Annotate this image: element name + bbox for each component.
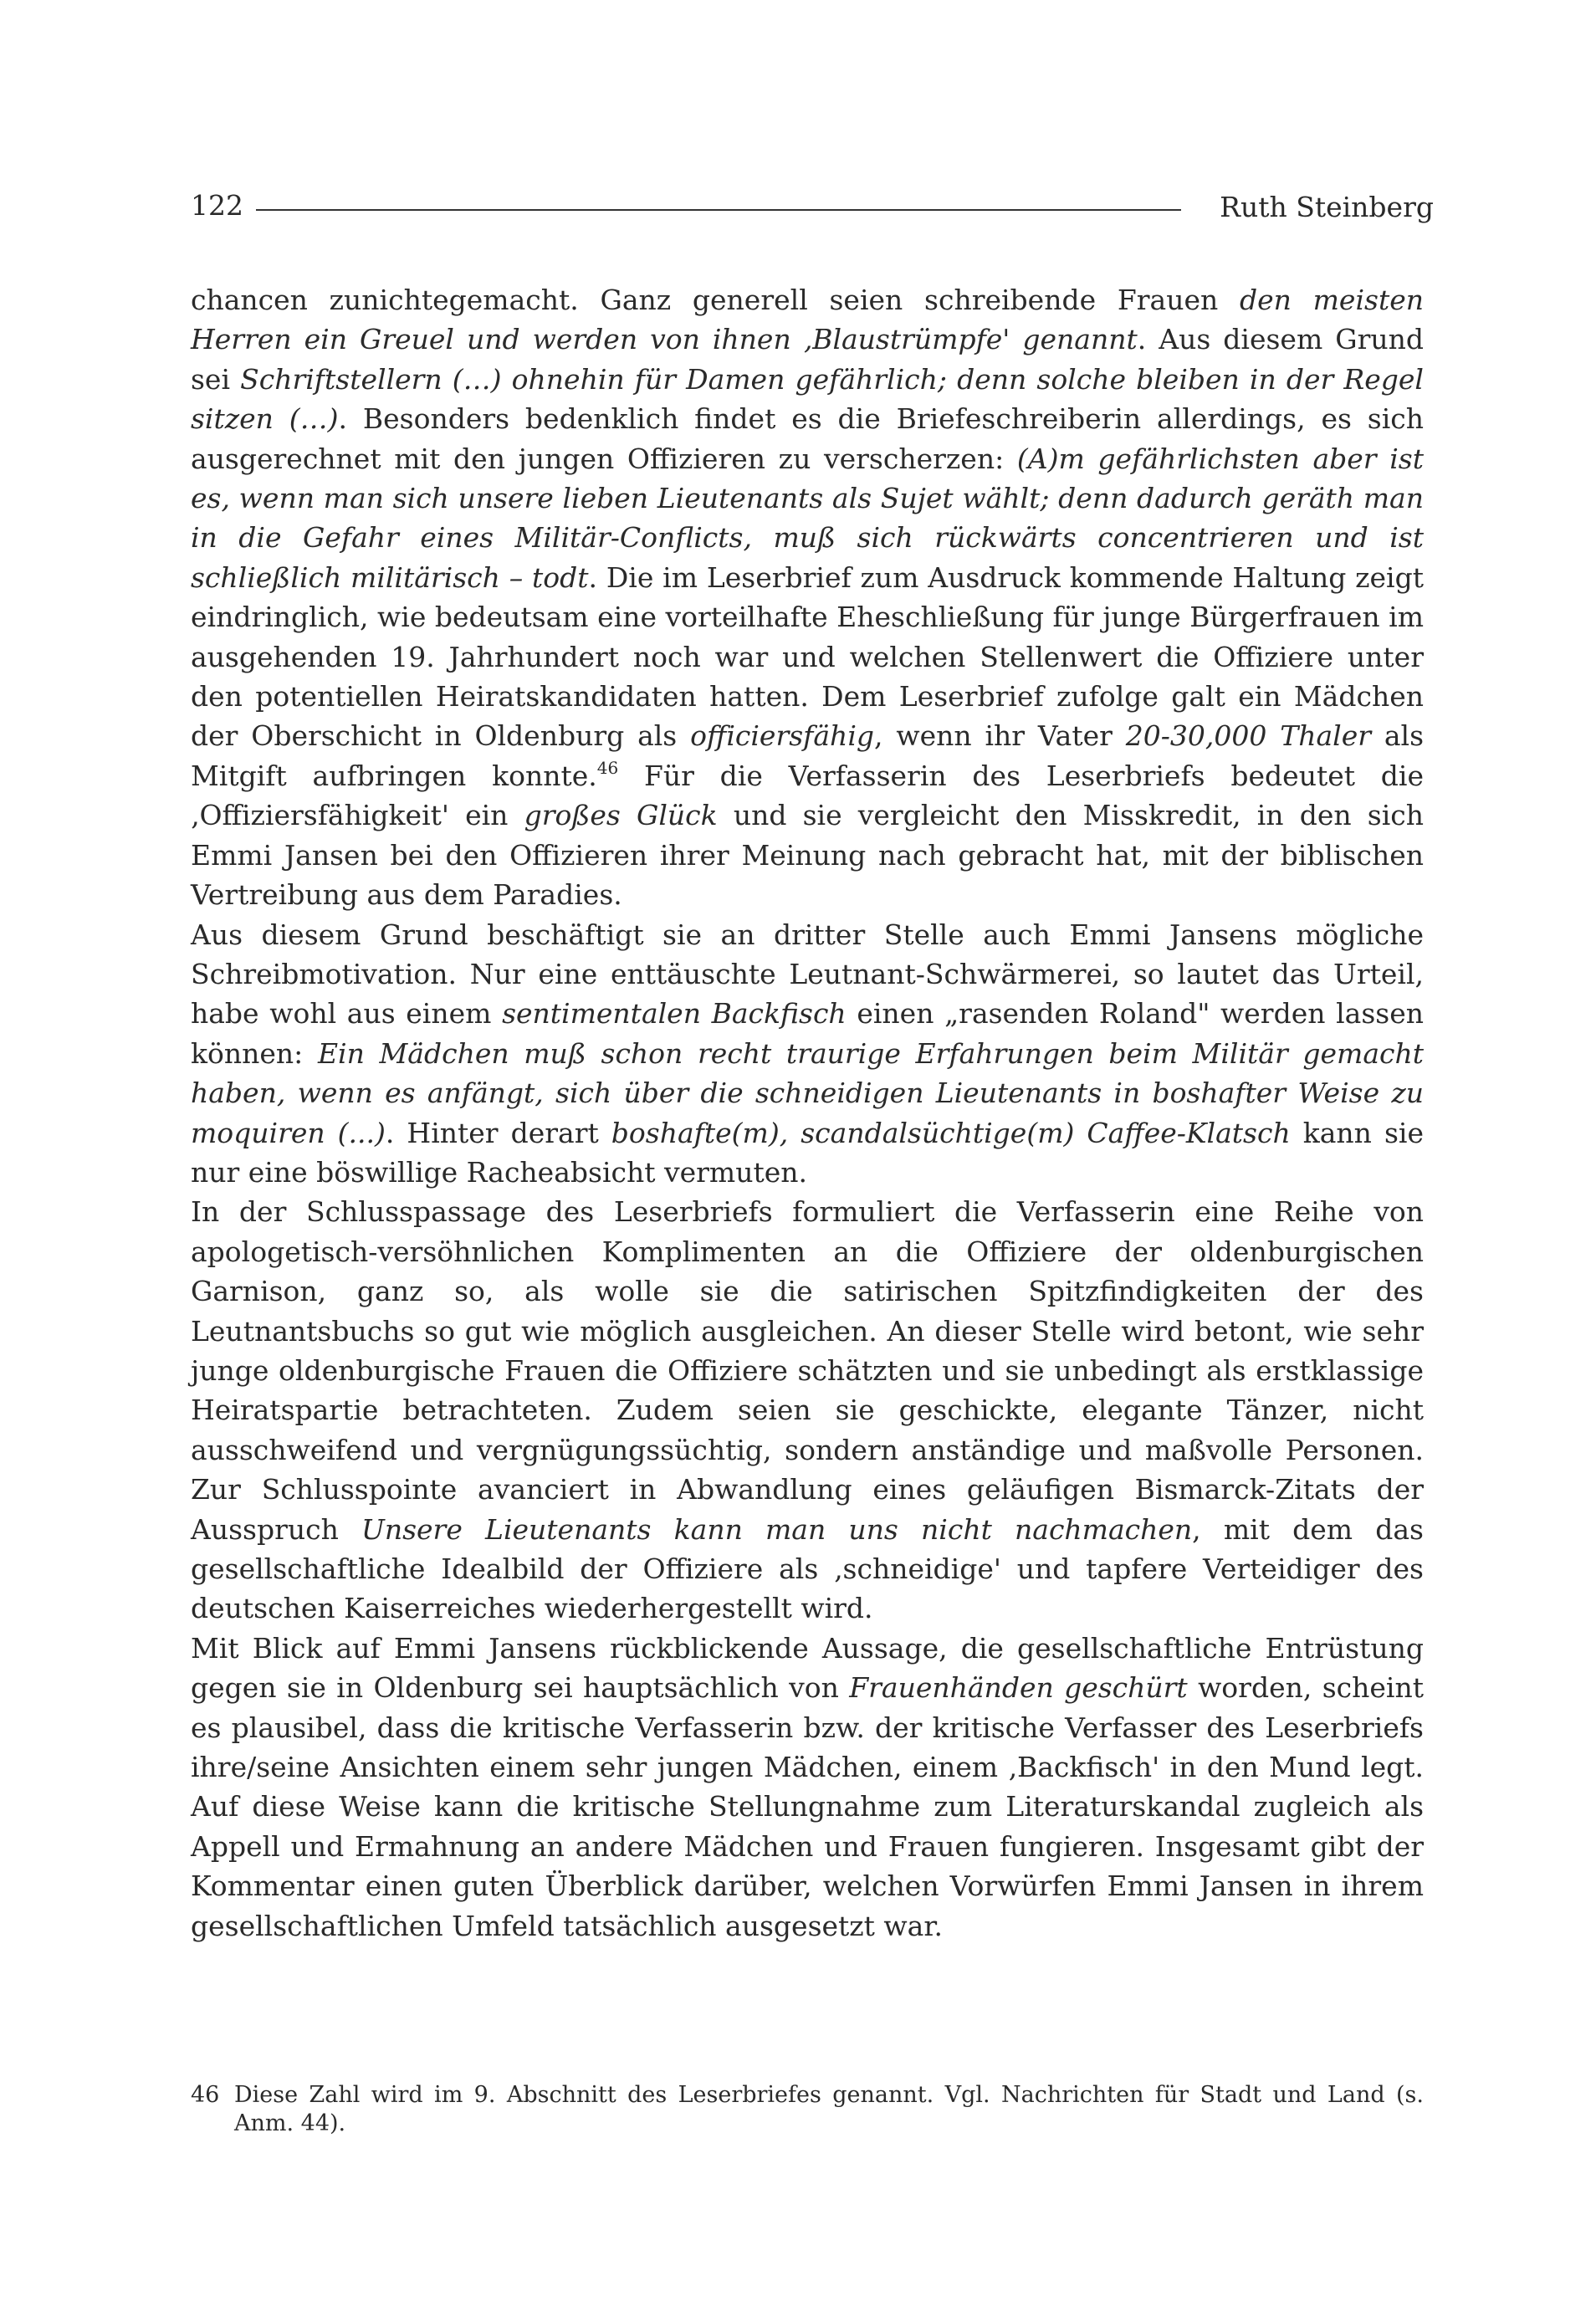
text-run: , mit dem das gesellschaftliche Idealbild der Offiziere als ‚schneidige' und tapfere Verteidiger des deutschen Kaiserreiches wiederhergestellt wird. bbox=[191, 1512, 1424, 1625]
italic-quotation: den meisten Herren ein Greuel und werden von ihnen ‚Blaustrümpfe' genannt bbox=[191, 284, 1424, 356]
text-run: Aus diesem Grund beschäftigt sie an dritter Stelle auch Emmi Jansens mögliche Schreibmotivation. Nur eine enttäuschte Leutnant-Schwärmerei, so lautet das Urteil, habe wohl aus einem bbox=[191, 918, 1424, 1031]
running-header bbox=[191, 189, 1434, 231]
text-run: worden, scheint es plausibel, dass die kritische Verfasserin bzw. der kritische Verfasser des Leserbriefs ihre/seine Ansichten einem sehr jungen Mädchen, einem ‚Backfisch' in den Mund legt. Auf diese Weise kann die kritische Stellungnahme zum Literaturskandal zugleich als Appell und Ermahnung an andere Mädchen und Frauen fungieren. Insgesamt gibt der Kommentar einen guten Überblick darüber, welchen Vorwürfen Emmi Jansen in ihrem gesellschaftlichen Umfeld tatsächlich ausgesetzt war. bbox=[191, 1671, 1424, 1942]
page-number: 122 bbox=[191, 189, 243, 222]
text-run: Mit Blick auf Emmi Jansens rückblickende Aussage, die gesellschaftliche Entrüstung gegen sie in Oldenburg sei hauptsächlich von bbox=[191, 1631, 1424, 1705]
italic-quotation: officiersfähig bbox=[690, 719, 874, 753]
text-run: als Mitgift aufbringen konnte. bbox=[191, 719, 1424, 792]
text-run: einen „rasenden Roland" werden lassen können: bbox=[191, 997, 1424, 1070]
footnote-number: 46 bbox=[191, 2082, 220, 2108]
italic-quotation: sentimentalen Backfisch bbox=[502, 997, 847, 1031]
italic-quotation: Ein Mädchen muß schon recht traurige Erfahrungen beim Militär gemacht haben, wenn es anfängt, sich über die schneidigen Lieutenants in boshafter Weise zu moquiren (...) bbox=[191, 1036, 1424, 1149]
paragraph bbox=[191, 1192, 1424, 1628]
italic-quotation: (A)m gefährlichsten aber ist es, wenn man sich unsere lieben Lieutenants als Sujet wählt; denn dadurch geräth man in die Gefahr eines Militär-Conflicts, muß sich rückwärts concentrieren und ist schließlich militärisch – todt bbox=[191, 442, 1424, 594]
text-run: und sie vergleicht den Misskredit, in den sich Emmi Jansen bei den Offizieren ihrer Meinung nach gebracht hat, mit der biblischen Vertreibung aus dem Paradies. bbox=[191, 799, 1424, 912]
text-run: , wenn ihr Vater bbox=[874, 719, 1126, 753]
italic-quotation: 20-30,000 Thaler bbox=[1125, 719, 1371, 753]
text-run: kann sie nur eine böswillige Racheabsicht vermuten. bbox=[191, 1116, 1424, 1189]
text-run: . Die im Leserbrief zum Ausdruck kommende Haltung zeigt eindringlich, wie bedeutsam eine vorteilhafte Eheschließung für junge Bürgerfrauen im ausgehenden 19. Jahrhundert noch war und welchen Stellenwert die Offiziere unter den potentiellen Heiratskandidaten hatten. Dem Leserbrief zufolge galt ein Mädchen der Oberschicht in Oldenburg als bbox=[191, 560, 1424, 753]
paragraph bbox=[191, 1629, 1424, 1946]
paragraph bbox=[191, 280, 1424, 915]
running-author: Ruth Steinberg bbox=[1220, 191, 1434, 223]
italic-quotation: Unsere Lieutenants kann man uns nicht nachmachen bbox=[361, 1512, 1193, 1546]
body-text bbox=[191, 280, 1424, 1946]
footnote-text: Diese Zahl wird im 9. Abschnitt des Leserbriefes genannt. Vgl. Nachrichten für Stadt und Land (s. Anm. 44). bbox=[234, 2082, 1424, 2136]
text-run: . Aus diesem Grund sei bbox=[191, 323, 1425, 396]
footnote-reference: 46 bbox=[596, 757, 619, 778]
text-run: Für die Verfasserin des Leserbriefs bedeutet die ‚Offiziersfähigkeit' ein bbox=[191, 759, 1424, 832]
header-rule bbox=[256, 209, 1181, 211]
italic-quotation: Frauenhänden geschürt bbox=[849, 1671, 1188, 1705]
text-run: . Besonders bedenklich findet es die Briefeschreiberin allerdings, es sich ausgerechnet mit den jungen Offizieren zu verscherzen: bbox=[191, 402, 1424, 475]
italic-quotation: boshafte(m), scandalsüchtige(m) Caffee-Klatsch bbox=[611, 1116, 1291, 1149]
paragraph bbox=[191, 915, 1424, 1193]
italic-quotation: großes Glück bbox=[524, 799, 718, 832]
text-run: In der Schlusspassage des Leserbriefs formuliert die Verfasserin eine Reihe von apologetisch-versöhnlichen Komplimenten an die Offiziere der oldenburgischen Garnison, ganz so, als wolle sie die satirischen Spitzfindigkeiten der des Leutnantsbuchs so gut wie möglich ausgleichen. An dieser Stelle wird betont, wie sehr junge oldenburgische Frauen die Offiziere schätzten und sie unbedingt als erstklassige Heiratspartie betrachteten. Zudem seien sie geschickte, elegante Tänzer, nicht ausschweifend und vergnügungssüchtig, sondern anständige und maßvolle Personen. Zur Schlusspointe avanciert in Abwandlung eines geläufigen Bismarck-Zitats der Ausspruch bbox=[191, 1195, 1424, 1546]
italic-quotation: Schriftstellern (…) ohnehin für Damen gefährlich; denn solche bleiben in der Regel sitzen (…) bbox=[191, 362, 1424, 436]
text-run: . Hinter derart bbox=[385, 1116, 611, 1149]
footnote bbox=[191, 2081, 1424, 2138]
text-run: chancen zunichtegemacht. Ganz generell seien schreibende Frauen bbox=[191, 284, 1240, 316]
